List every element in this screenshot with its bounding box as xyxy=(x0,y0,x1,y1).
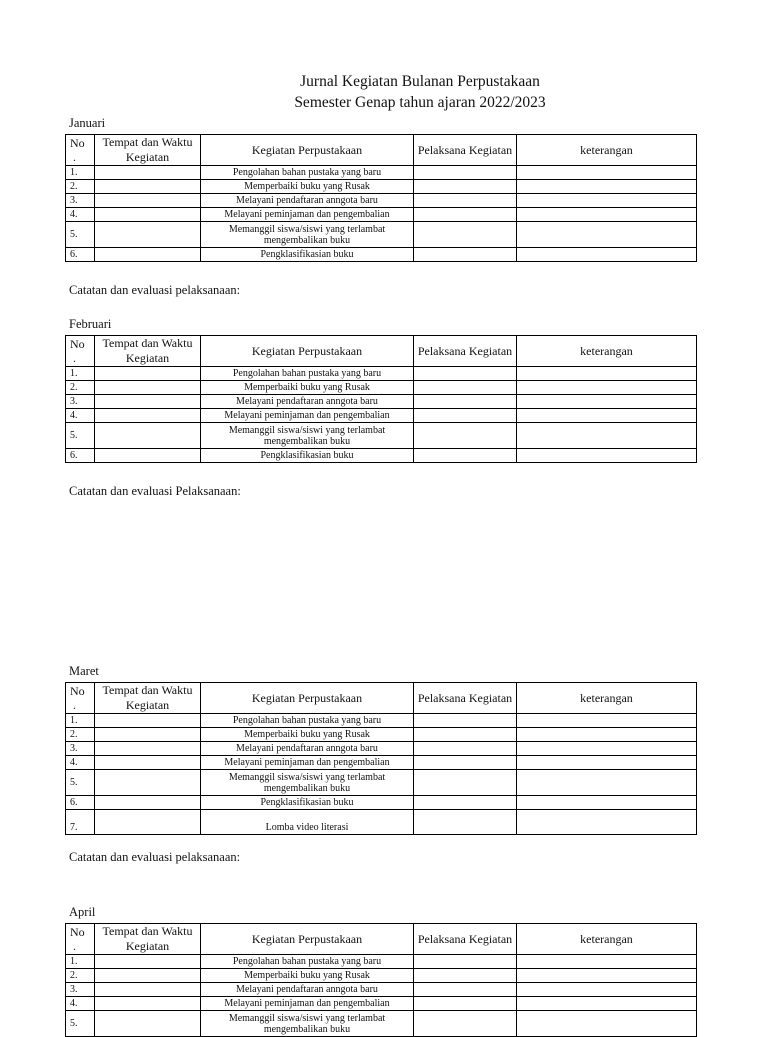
tempat-cell[interactable] xyxy=(95,423,201,449)
tempat-cell[interactable] xyxy=(95,955,201,969)
title-line-1: Jurnal Kegiatan Bulanan Perpustakaan xyxy=(300,73,540,90)
pelaksana-cell[interactable] xyxy=(414,810,517,835)
pelaksana-cell[interactable] xyxy=(414,770,517,796)
evaluation-note-maret: Catatan dan evaluasi pelaksanaan: xyxy=(69,850,241,864)
col-header-tempat: Tempat dan Waktu Kegiatan xyxy=(95,683,201,714)
table-row xyxy=(66,955,697,969)
row-number-cell: 2. xyxy=(66,728,95,742)
col-header-tempat: Tempat dan Waktu Kegiatan xyxy=(95,924,201,955)
keterangan-cell[interactable] xyxy=(517,728,697,742)
table-row xyxy=(66,997,697,1011)
title-line-2: Semester Genap tahun ajaran 2022/2023 xyxy=(294,94,546,111)
col-header-no xyxy=(66,135,95,166)
tempat-cell[interactable] xyxy=(95,810,201,835)
row-number-cell: 5. xyxy=(66,222,95,248)
table-row xyxy=(66,367,697,381)
table-header-row xyxy=(66,683,697,714)
row-number-cell: 6. xyxy=(66,449,95,463)
keterangan-cell[interactable] xyxy=(517,166,697,180)
pelaksana-cell[interactable] xyxy=(414,381,517,395)
row-number-cell: 5. xyxy=(66,770,95,796)
keterangan-cell[interactable] xyxy=(517,208,697,222)
tempat-cell[interactable] xyxy=(95,997,201,1011)
kegiatan-cell: Memanggil siswa/siswi yang terlambat mengembalikan buku xyxy=(201,1011,414,1037)
tempat-cell[interactable] xyxy=(95,180,201,194)
kegiatan-cell: Memperbaiki buku yang Rusak xyxy=(201,728,414,742)
pelaksana-cell[interactable] xyxy=(414,423,517,449)
table-row xyxy=(66,770,697,796)
row-number-cell: 2. xyxy=(66,381,95,395)
col-header-keterangan: keterangan xyxy=(517,336,697,367)
pelaksana-cell[interactable] xyxy=(414,367,517,381)
table-row xyxy=(66,222,697,248)
keterangan-cell[interactable] xyxy=(517,983,697,997)
journal-table-april xyxy=(65,923,697,1037)
kegiatan-cell: Memanggil siswa/siswi yang terlambat mengembalikan buku xyxy=(201,222,414,248)
table-row xyxy=(66,409,697,423)
col-header-no-dot: . xyxy=(73,351,76,365)
table-row xyxy=(66,208,697,222)
keterangan-cell[interactable] xyxy=(517,248,697,262)
col-header-kegiatan: Kegiatan Perpustakaan xyxy=(201,336,414,367)
month-label-maret: Maret xyxy=(69,664,99,678)
keterangan-cell[interactable] xyxy=(517,770,697,796)
row-number-cell: 1. xyxy=(66,166,95,180)
pelaksana-cell[interactable] xyxy=(414,449,517,463)
kegiatan-cell: Memperbaiki buku yang Rusak xyxy=(201,180,414,194)
pelaksana-cell[interactable] xyxy=(414,756,517,770)
row-number-cell: 1. xyxy=(66,367,95,381)
col-header-no-dot: . xyxy=(73,698,76,712)
row-number-cell: 2. xyxy=(66,969,95,983)
kegiatan-cell: Melayani pendaftaran anngota baru xyxy=(201,983,414,997)
kegiatan-cell: Memperbaiki buku yang Rusak xyxy=(201,381,414,395)
col-header-pelaksana: Pelaksana Kegiatan xyxy=(414,135,517,166)
month-label-april: April xyxy=(69,905,96,919)
row-number-cell: 5. xyxy=(66,1011,95,1037)
keterangan-cell[interactable] xyxy=(517,222,697,248)
row-number-cell: 4. xyxy=(66,409,95,423)
pelaksana-cell[interactable] xyxy=(414,208,517,222)
table-row xyxy=(66,423,697,449)
kegiatan-cell: Melayani pendaftaran anngota baru xyxy=(201,194,414,208)
row-number-cell: 6. xyxy=(66,796,95,810)
col-header-keterangan: keterangan xyxy=(517,924,697,955)
col-header-tempat: Tempat dan Waktu Kegiatan xyxy=(95,135,201,166)
table-row xyxy=(66,714,697,728)
col-header-no xyxy=(66,924,95,955)
table-row xyxy=(66,449,697,463)
table-header-row xyxy=(66,135,697,166)
kegiatan-cell: Pengolahan bahan pustaka yang baru xyxy=(201,714,414,728)
keterangan-cell[interactable] xyxy=(517,810,697,835)
table-row xyxy=(66,969,697,983)
table-row xyxy=(66,194,697,208)
kegiatan-cell: Melayani pendaftaran anngota baru xyxy=(201,742,414,756)
kegiatan-cell: Pengolahan bahan pustaka yang baru xyxy=(201,367,414,381)
keterangan-cell[interactable] xyxy=(517,796,697,810)
col-header-pelaksana: Pelaksana Kegiatan xyxy=(414,924,517,955)
col-header-no-text: No xyxy=(70,684,85,698)
pelaksana-cell[interactable] xyxy=(414,969,517,983)
pelaksana-cell[interactable] xyxy=(414,395,517,409)
tempat-cell[interactable] xyxy=(95,796,201,810)
tempat-cell[interactable] xyxy=(95,983,201,997)
col-header-tempat: Tempat dan Waktu Kegiatan xyxy=(95,336,201,367)
pelaksana-cell[interactable] xyxy=(414,728,517,742)
evaluation-note-februari: Catatan dan evaluasi Pelaksanaan: xyxy=(69,484,241,498)
pelaksana-cell[interactable] xyxy=(414,248,517,262)
row-number-cell: 3. xyxy=(66,742,95,756)
kegiatan-cell: Memanggil siswa/siswi yang terlambat mengembalikan buku xyxy=(201,770,414,796)
keterangan-cell[interactable] xyxy=(517,409,697,423)
table-row xyxy=(66,796,697,810)
pelaksana-cell[interactable] xyxy=(414,180,517,194)
col-header-no-text: No xyxy=(70,925,85,939)
col-header-keterangan: keterangan xyxy=(517,683,697,714)
col-header-kegiatan: Kegiatan Perpustakaan xyxy=(201,135,414,166)
pelaksana-cell[interactable] xyxy=(414,742,517,756)
tempat-cell[interactable] xyxy=(95,367,201,381)
tempat-cell[interactable] xyxy=(95,742,201,756)
table-header-row xyxy=(66,924,697,955)
row-number-cell: 1. xyxy=(66,955,95,969)
kegiatan-cell: Memperbaiki buku yang Rusak xyxy=(201,969,414,983)
col-header-no-dot: . xyxy=(73,939,76,953)
tempat-cell[interactable] xyxy=(95,222,201,248)
keterangan-cell[interactable] xyxy=(517,180,697,194)
pelaksana-cell[interactable] xyxy=(414,166,517,180)
row-number-cell: 4. xyxy=(66,208,95,222)
table-row xyxy=(66,810,697,835)
table-row xyxy=(66,248,697,262)
pelaksana-cell[interactable] xyxy=(414,955,517,969)
table-row xyxy=(66,180,697,194)
keterangan-cell[interactable] xyxy=(517,367,697,381)
pelaksana-cell[interactable] xyxy=(414,409,517,423)
col-header-keterangan: keterangan xyxy=(517,135,697,166)
col-header-no-dot: . xyxy=(73,150,76,164)
tempat-cell[interactable] xyxy=(95,714,201,728)
month-label-februari: Februari xyxy=(69,317,112,331)
kegiatan-cell: Memanggil siswa/siswi yang terlambat mengembalikan buku xyxy=(201,423,414,449)
pelaksana-cell[interactable] xyxy=(414,983,517,997)
table-row xyxy=(66,395,697,409)
kegiatan-cell: Melayani peminjaman dan pengembalian xyxy=(201,756,414,770)
keterangan-cell[interactable] xyxy=(517,395,697,409)
row-number-cell: 2. xyxy=(66,180,95,194)
row-number-cell: 4. xyxy=(66,756,95,770)
row-number-cell: 5. xyxy=(66,423,95,449)
col-header-pelaksana: Pelaksana Kegiatan xyxy=(414,683,517,714)
evaluation-note-januari: Catatan dan evaluasi pelaksanaan: xyxy=(69,283,241,297)
kegiatan-cell: Pengklasifikasian buku xyxy=(201,248,414,262)
keterangan-cell[interactable] xyxy=(517,742,697,756)
keterangan-cell[interactable] xyxy=(517,714,697,728)
journal-table-maret xyxy=(65,682,697,835)
col-header-no-text: No xyxy=(70,337,85,351)
col-header-pelaksana: Pelaksana Kegiatan xyxy=(414,336,517,367)
row-number-cell: 7. xyxy=(66,810,95,835)
pelaksana-cell[interactable] xyxy=(414,714,517,728)
keterangan-cell[interactable] xyxy=(517,756,697,770)
kegiatan-cell: Lomba video literasi xyxy=(201,810,414,835)
table-row xyxy=(66,728,697,742)
row-number-cell: 3. xyxy=(66,983,95,997)
kegiatan-cell: Pengklasifikasian buku xyxy=(201,449,414,463)
kegiatan-cell: Pengolahan bahan pustaka yang baru xyxy=(201,166,414,180)
pelaksana-cell[interactable] xyxy=(414,997,517,1011)
kegiatan-cell: Pengolahan bahan pustaka yang baru xyxy=(201,955,414,969)
tempat-cell[interactable] xyxy=(95,166,201,180)
tempat-cell[interactable] xyxy=(95,770,201,796)
row-number-cell: 3. xyxy=(66,395,95,409)
row-number-cell: 1. xyxy=(66,714,95,728)
keterangan-cell[interactable] xyxy=(517,423,697,449)
kegiatan-cell: Melayani peminjaman dan pengembalian xyxy=(201,208,414,222)
col-header-no-text: No xyxy=(70,136,85,150)
kegiatan-cell: Melayani peminjaman dan pengembalian xyxy=(201,997,414,1011)
pelaksana-cell[interactable] xyxy=(414,222,517,248)
table-header-row xyxy=(66,336,697,367)
row-number-cell: 6. xyxy=(66,248,95,262)
keterangan-cell[interactable] xyxy=(517,381,697,395)
kegiatan-cell: Melayani peminjaman dan pengembalian xyxy=(201,409,414,423)
tempat-cell[interactable] xyxy=(95,248,201,262)
tempat-cell[interactable] xyxy=(95,409,201,423)
table-row xyxy=(66,381,697,395)
pelaksana-cell[interactable] xyxy=(414,194,517,208)
row-number-cell: 3. xyxy=(66,194,95,208)
pelaksana-cell[interactable] xyxy=(414,796,517,810)
tempat-cell[interactable] xyxy=(95,728,201,742)
tempat-cell[interactable] xyxy=(95,969,201,983)
keterangan-cell[interactable] xyxy=(517,955,697,969)
journal-table-februari xyxy=(65,335,697,463)
keterangan-cell[interactable] xyxy=(517,997,697,1011)
tempat-cell[interactable] xyxy=(95,208,201,222)
keterangan-cell[interactable] xyxy=(517,969,697,983)
tempat-cell[interactable] xyxy=(95,395,201,409)
table-row xyxy=(66,756,697,770)
tempat-cell[interactable] xyxy=(95,194,201,208)
journal-table-januari xyxy=(65,134,697,262)
table-row xyxy=(66,742,697,756)
col-header-kegiatan: Kegiatan Perpustakaan xyxy=(201,924,414,955)
keterangan-cell[interactable] xyxy=(517,194,697,208)
kegiatan-cell: Melayani pendaftaran anngota baru xyxy=(201,395,414,409)
tempat-cell[interactable] xyxy=(95,381,201,395)
tempat-cell[interactable] xyxy=(95,449,201,463)
col-header-no xyxy=(66,683,95,714)
table-row xyxy=(66,166,697,180)
table-row xyxy=(66,983,697,997)
keterangan-cell[interactable] xyxy=(517,449,697,463)
tempat-cell[interactable] xyxy=(95,756,201,770)
row-number-cell: 4. xyxy=(66,997,95,1011)
kegiatan-cell: Pengklasifikasian buku xyxy=(201,796,414,810)
month-label-januari: Januari xyxy=(69,116,106,130)
col-header-no xyxy=(66,336,95,367)
document-title xyxy=(0,71,768,113)
col-header-kegiatan: Kegiatan Perpustakaan xyxy=(201,683,414,714)
